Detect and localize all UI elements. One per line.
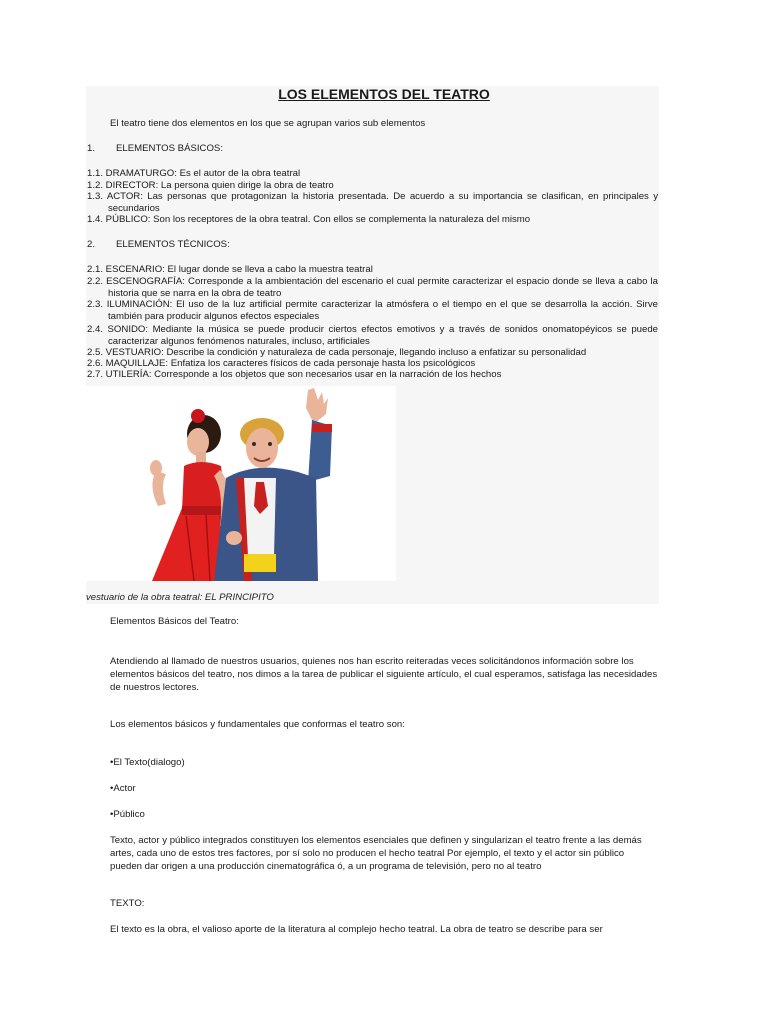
actors-photo [86, 386, 396, 581]
photo-caption: vestuario de la obra teatral: EL PRINCIPITO [86, 592, 274, 603]
section1-item-2: 1.2. DIRECTOR: La persona quien dirige la obra de teatro [87, 180, 334, 191]
basics-heading: Elementos Básicos del Teatro: [110, 616, 239, 627]
section1-heading: ELEMENTOS BÁSICOS: [116, 143, 223, 154]
section2-item-6: 2.6. MAQUILLAJE: Enfatiza los caracteres físicos de cada personaje hasta los psicológicos [87, 358, 476, 369]
bullet-text: •El Texto(dialogo) [110, 757, 185, 768]
paragraph-3: Texto, actor y público integrados constituyen los elementos esenciales que definen y singularizan el teatro frente a las demás artes, cada uno de estos tres factores, por sí solo no producen el hecho teatral Por ejemplo, el texto y el actor sin público pueden dar origen a una producción cinematográfica ó, a un programa de televisión, pero no al teatro [110, 835, 642, 872]
bullet-actor: •Actor [110, 783, 136, 794]
section2-item-5: 2.5. VESTUARIO: Describe la condición y naturaleza de cada personaje, llegando incluso a enfatizar su personalidad [87, 347, 587, 358]
paragraph-4: El texto es la obra, el valioso aporte de la literatura al complejo hecho teatral. La obra de teatro se describe para ser [110, 924, 603, 935]
section1-item-1: 1.1. DRAMATURGO: Es el autor de la obra teatral [87, 168, 301, 179]
bullet-public: •Público [110, 809, 145, 820]
section2-item-7: 2.7. UTILERÍA: Corresponde a los objetos que son necesarios usar en la narración de los hechos [87, 369, 502, 380]
page-title: LOS ELEMENTOS DEL TEATRO [278, 86, 490, 102]
section2-item-3: 2.3. ILUMINACIÓN: El uso de la luz artificial permite caracterizar la atmósfera o el tiempo en el que se desarrolla la acción. Sirve también para producir algunos efectos especiales [87, 299, 658, 322]
paragraph-1: Atendiendo al llamado de nuestros usuarios, quienes nos han escrito reiteradas veces solicitándonos información sobre los elementos básicos del teatro, nos dimos a la tarea de publicar el siguiente artículo, el cual esperamos, satisfaga las necesidades de nuestros lectores. [110, 656, 658, 693]
section1-item-4: 1.4. PÚBLICO: Son los receptores de la obra teatral. Con ellos se complementa la naturaleza del mismo [87, 214, 531, 225]
texto-heading: TEXTO: [110, 898, 145, 909]
actors-illustration [86, 386, 396, 581]
section1-number: 1. [87, 143, 96, 154]
section2-item-4: 2.4. SONIDO: Mediante la música se puede producir ciertos efectos emotivos y a través de sonidos onomatopéyicos se puede caracterizar algunos fenómenos naturales, incluso, artificiales [87, 324, 658, 347]
section2-number: 2. [87, 239, 96, 250]
section2-item-2: 2.2. ESCENOGRAFÍA: Corresponde a la ambientación del escenario el cual permite caracterizar el espacio donde se lleva a cabo la historia que se narra en la obra de teatro [87, 276, 658, 299]
section1-item-3: 1.3. ACTOR: Las personas que protagonizan la historia presentada. De acuerdo a su importancia se clasifican, en principales y secundarios [87, 191, 658, 214]
section2-item-1: 2.1. ESCENARIO: El lugar donde se lleva a cabo la muestra teatral [87, 264, 373, 275]
actor-figure [214, 388, 332, 581]
section2-heading: ELEMENTOS TÉCNICOS: [116, 239, 230, 250]
intro-text: El teatro tiene dos elementos en los que se agrupan varios sub elementos [110, 118, 426, 129]
paragraph-2: Los elementos básicos y fundamentales que conformas el teatro son: [110, 719, 405, 730]
